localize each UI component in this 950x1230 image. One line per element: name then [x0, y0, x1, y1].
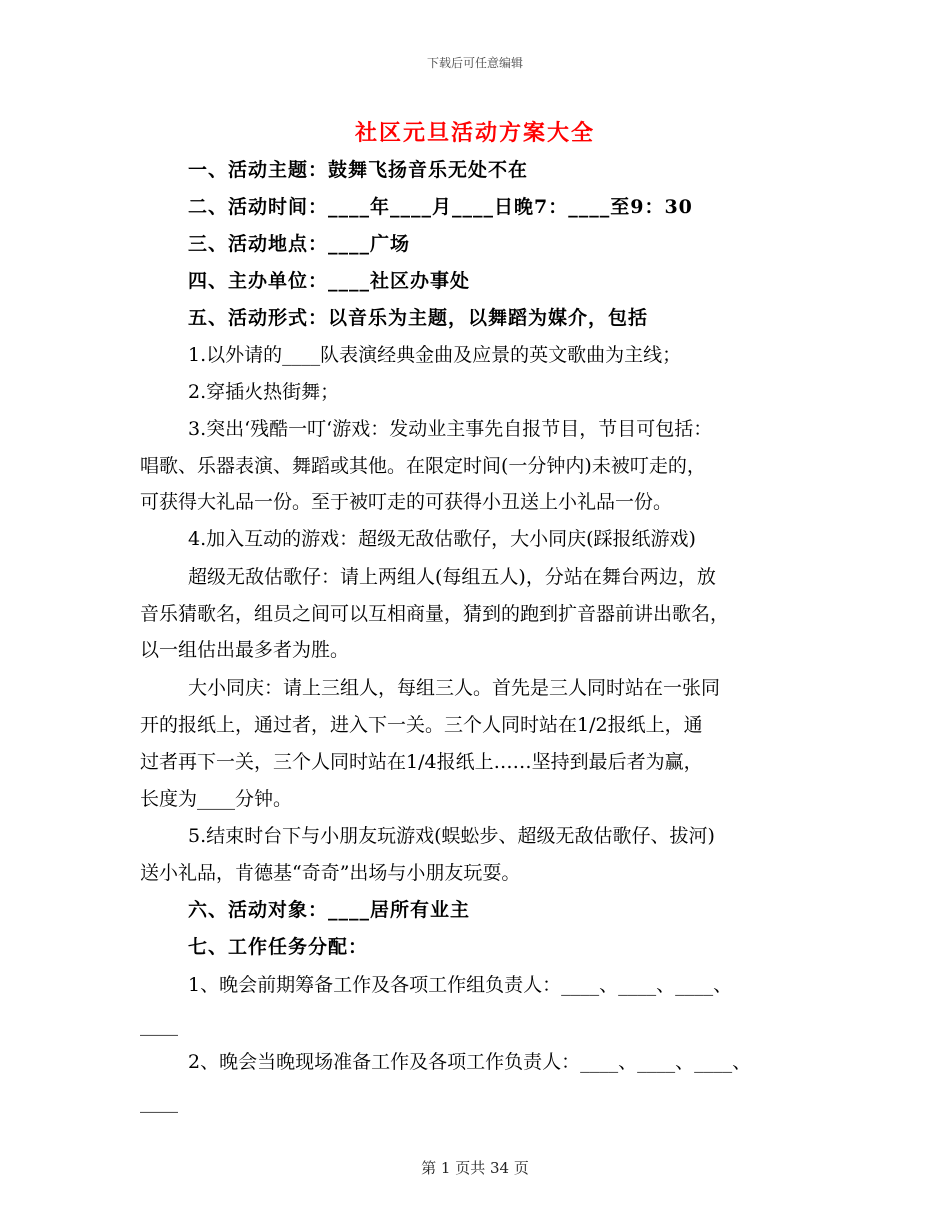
document-title: 社区元旦活动方案大全: [354, 120, 595, 146]
paragraph-line: ____: [140, 1014, 178, 1036]
paragraph-line: 超级无敌估歌仔：请上两组人(每组五人)，分站在舞台两边，放: [188, 566, 716, 588]
paragraph-line: 4.加入互动的游戏：超级无敌估歌仔，大小同庆(踩报纸游戏): [188, 528, 696, 550]
section-tasks: 七、工作任务分配：: [188, 936, 369, 958]
section-theme: 一、活动主题：鼓舞飞扬音乐无处不在: [188, 159, 529, 181]
paragraph-line: 1.以外请的____队表演经典金曲及应景的英文歌曲为主线；: [188, 344, 682, 366]
paragraph-line: 音乐猜歌名，组员之间可以互相商量，猜到的跑到扩音器前讲出歌名，: [140, 603, 730, 625]
paragraph-line: 长度为____分钟。: [140, 788, 293, 810]
paragraph-line: 大小同庆：请上三组人，每组三人。首先是三人同时站在一张同: [188, 677, 721, 699]
paragraph-line: 过者再下一关，三个人同时站在1/4报纸上……坚持到最后者为赢，: [140, 751, 703, 773]
paragraph-line: 唱歌、乐器表演、舞蹈或其他。在限定时间(一分钟内)未被叮走的，: [140, 455, 706, 477]
section-location: 三、活动地点：____广场: [188, 233, 411, 255]
page-footer: 第 1 页共 34 页: [421, 1159, 529, 1177]
section-time: 二、活动时间：____年____月____日晚7：____至9：30: [188, 196, 693, 218]
section-format: 五、活动形式：以音乐为主题，以舞蹈为媒介，包括: [188, 307, 649, 329]
paragraph-line: 2.穿插火热街舞；: [188, 381, 340, 403]
paragraph-line: 5.结束时台下与小朋友玩游戏(蜈蚣步、超级无敌估歌仔、拔河): [188, 825, 715, 847]
paragraph-line: 开的报纸上，通过者，进入下一关。三个人同时站在1/2报纸上，通: [140, 714, 703, 736]
paragraph-line: 送小礼品，肯德基“奇奇”出场与小朋友玩耍。: [140, 862, 521, 884]
paragraph-line: ____: [140, 1091, 178, 1113]
paragraph-line: 以一组估出最多者为胜。: [140, 639, 350, 661]
section-organizer: 四、主办单位：____社区办事处: [188, 270, 471, 292]
paragraph-line: 1、晚会前期筹备工作及各项工作组负责人：____、____、____、: [188, 974, 733, 996]
paragraph-line: 3.突出‘残酷一叮‘游戏：发动业主事先自报节目，节目可包括：: [188, 418, 713, 440]
paragraph-line: 可获得大礼品一份。至于被叮走的可获得小丑送上小礼品一份。: [140, 491, 673, 513]
paragraph-line: 2、晚会当晚现场准备工作及各项工作负责人：____、____、____、: [188, 1051, 752, 1073]
page-header: 下载后可任意编辑: [426, 56, 523, 70]
section-audience: 六、活动对象：____居所有业主: [188, 899, 471, 921]
